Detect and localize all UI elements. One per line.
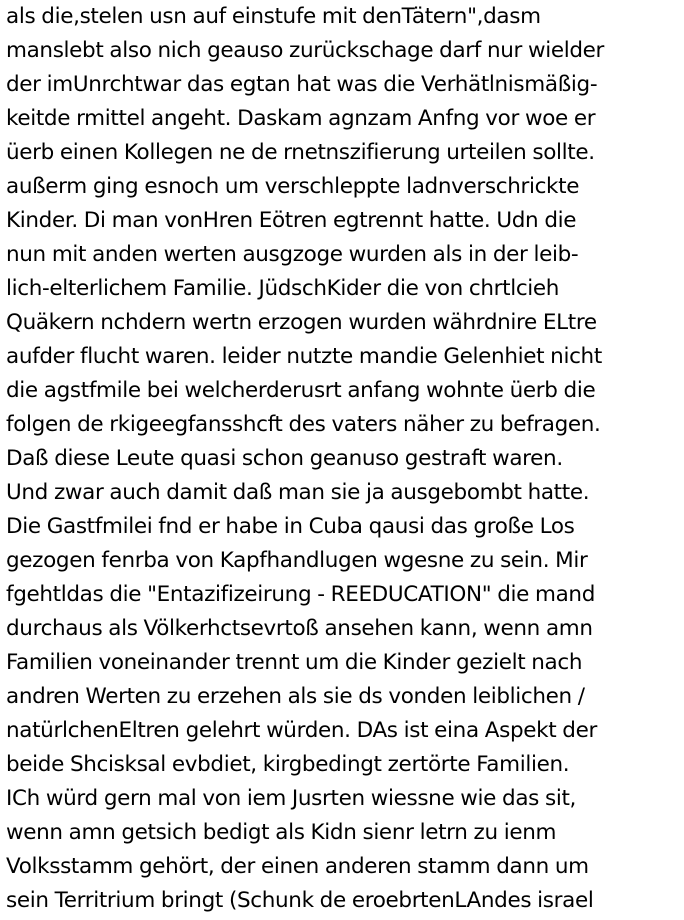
text-line: nun mit anden werten ausgzoge wurden als in der leib- (6, 242, 579, 267)
text-line: beide Shcisksal evbdiet, kirgbedingt zertörte Familien. (6, 752, 570, 777)
text-line: als die,stelen usn auf einstufe mit denTätern",dasm (6, 4, 541, 29)
text-line: andren Werten zu erzehen als sie ds vonden leiblichen / (6, 684, 585, 709)
text-line: Volksstamm gehört, der einen anderen stamm dann um (6, 854, 589, 879)
text-line: Und zwar auch damit daß man sie ja ausgebombt hatte. (6, 480, 590, 505)
text-line: ICh würd gern mal von iem Jusrten wiessne wie das sit, (6, 786, 577, 811)
text-line: wenn amn getsich bedigt als Kidn sienr letrn zu ienm (6, 820, 557, 845)
text-line: außerm ging esnoch um verschleppte ladnverschrickte (6, 174, 580, 199)
text-line: Familien voneinander trennt um die Kinder gezielt nach (6, 650, 583, 675)
text-line: der imUnrchtwar das egtan hat was die Verhätlnismäßig- (6, 72, 598, 97)
text-line: manslebt also nich geauso zurückschage darf nur wielder (6, 38, 605, 63)
text-line: sein Territrium bringt (Schunk de eroebrtenLAndes israel (6, 888, 594, 913)
text-line: durchaus als Völkerhctsevrtoß ansehen kann, wenn amn (6, 616, 593, 641)
text-line: Kinder. Di man vonHren Eötren egtrennt hatte. Udn die (6, 208, 577, 233)
text-line: keitde rmittel angeht. Daskam agnzam Anfng vor woe er (6, 106, 596, 131)
text-line: die agstfmile bei welcherderusrt anfang wohnte üerb die (6, 378, 596, 403)
text-line: aufder flucht waren. leider nutzte mandie Gelenhiet nicht (6, 344, 602, 369)
text-line: Daß diese Leute quasi schon geanuso gestraft waren. (6, 446, 563, 471)
text-line: Die Gastfmilei fnd er habe in Cuba qausi das große Los (6, 514, 575, 539)
text-line: Quäkern nchdern wertn erzogen wurden währdnire ELtre (6, 310, 597, 335)
text-line: fgehtldas die "Entazifizeirung - REEDUCATION" die mand (6, 582, 596, 607)
text-line: üerb einen Kollegen ne de rnetnszifierung urteilen sollte. (6, 140, 595, 165)
text-line: gezogen fenrba von Kapfhandlugen wgesne zu sein. Mir (6, 548, 588, 573)
text-line: folgen de rkigeegfansshcft des vaters näher zu befragen. (6, 412, 601, 437)
text-line: natürlchenEltren gelehrt würden. DAs ist eina Aspekt der (6, 718, 597, 743)
text-line: lich-elterlichem Familie. JüdschKider die von chrtlcieh (6, 276, 560, 301)
